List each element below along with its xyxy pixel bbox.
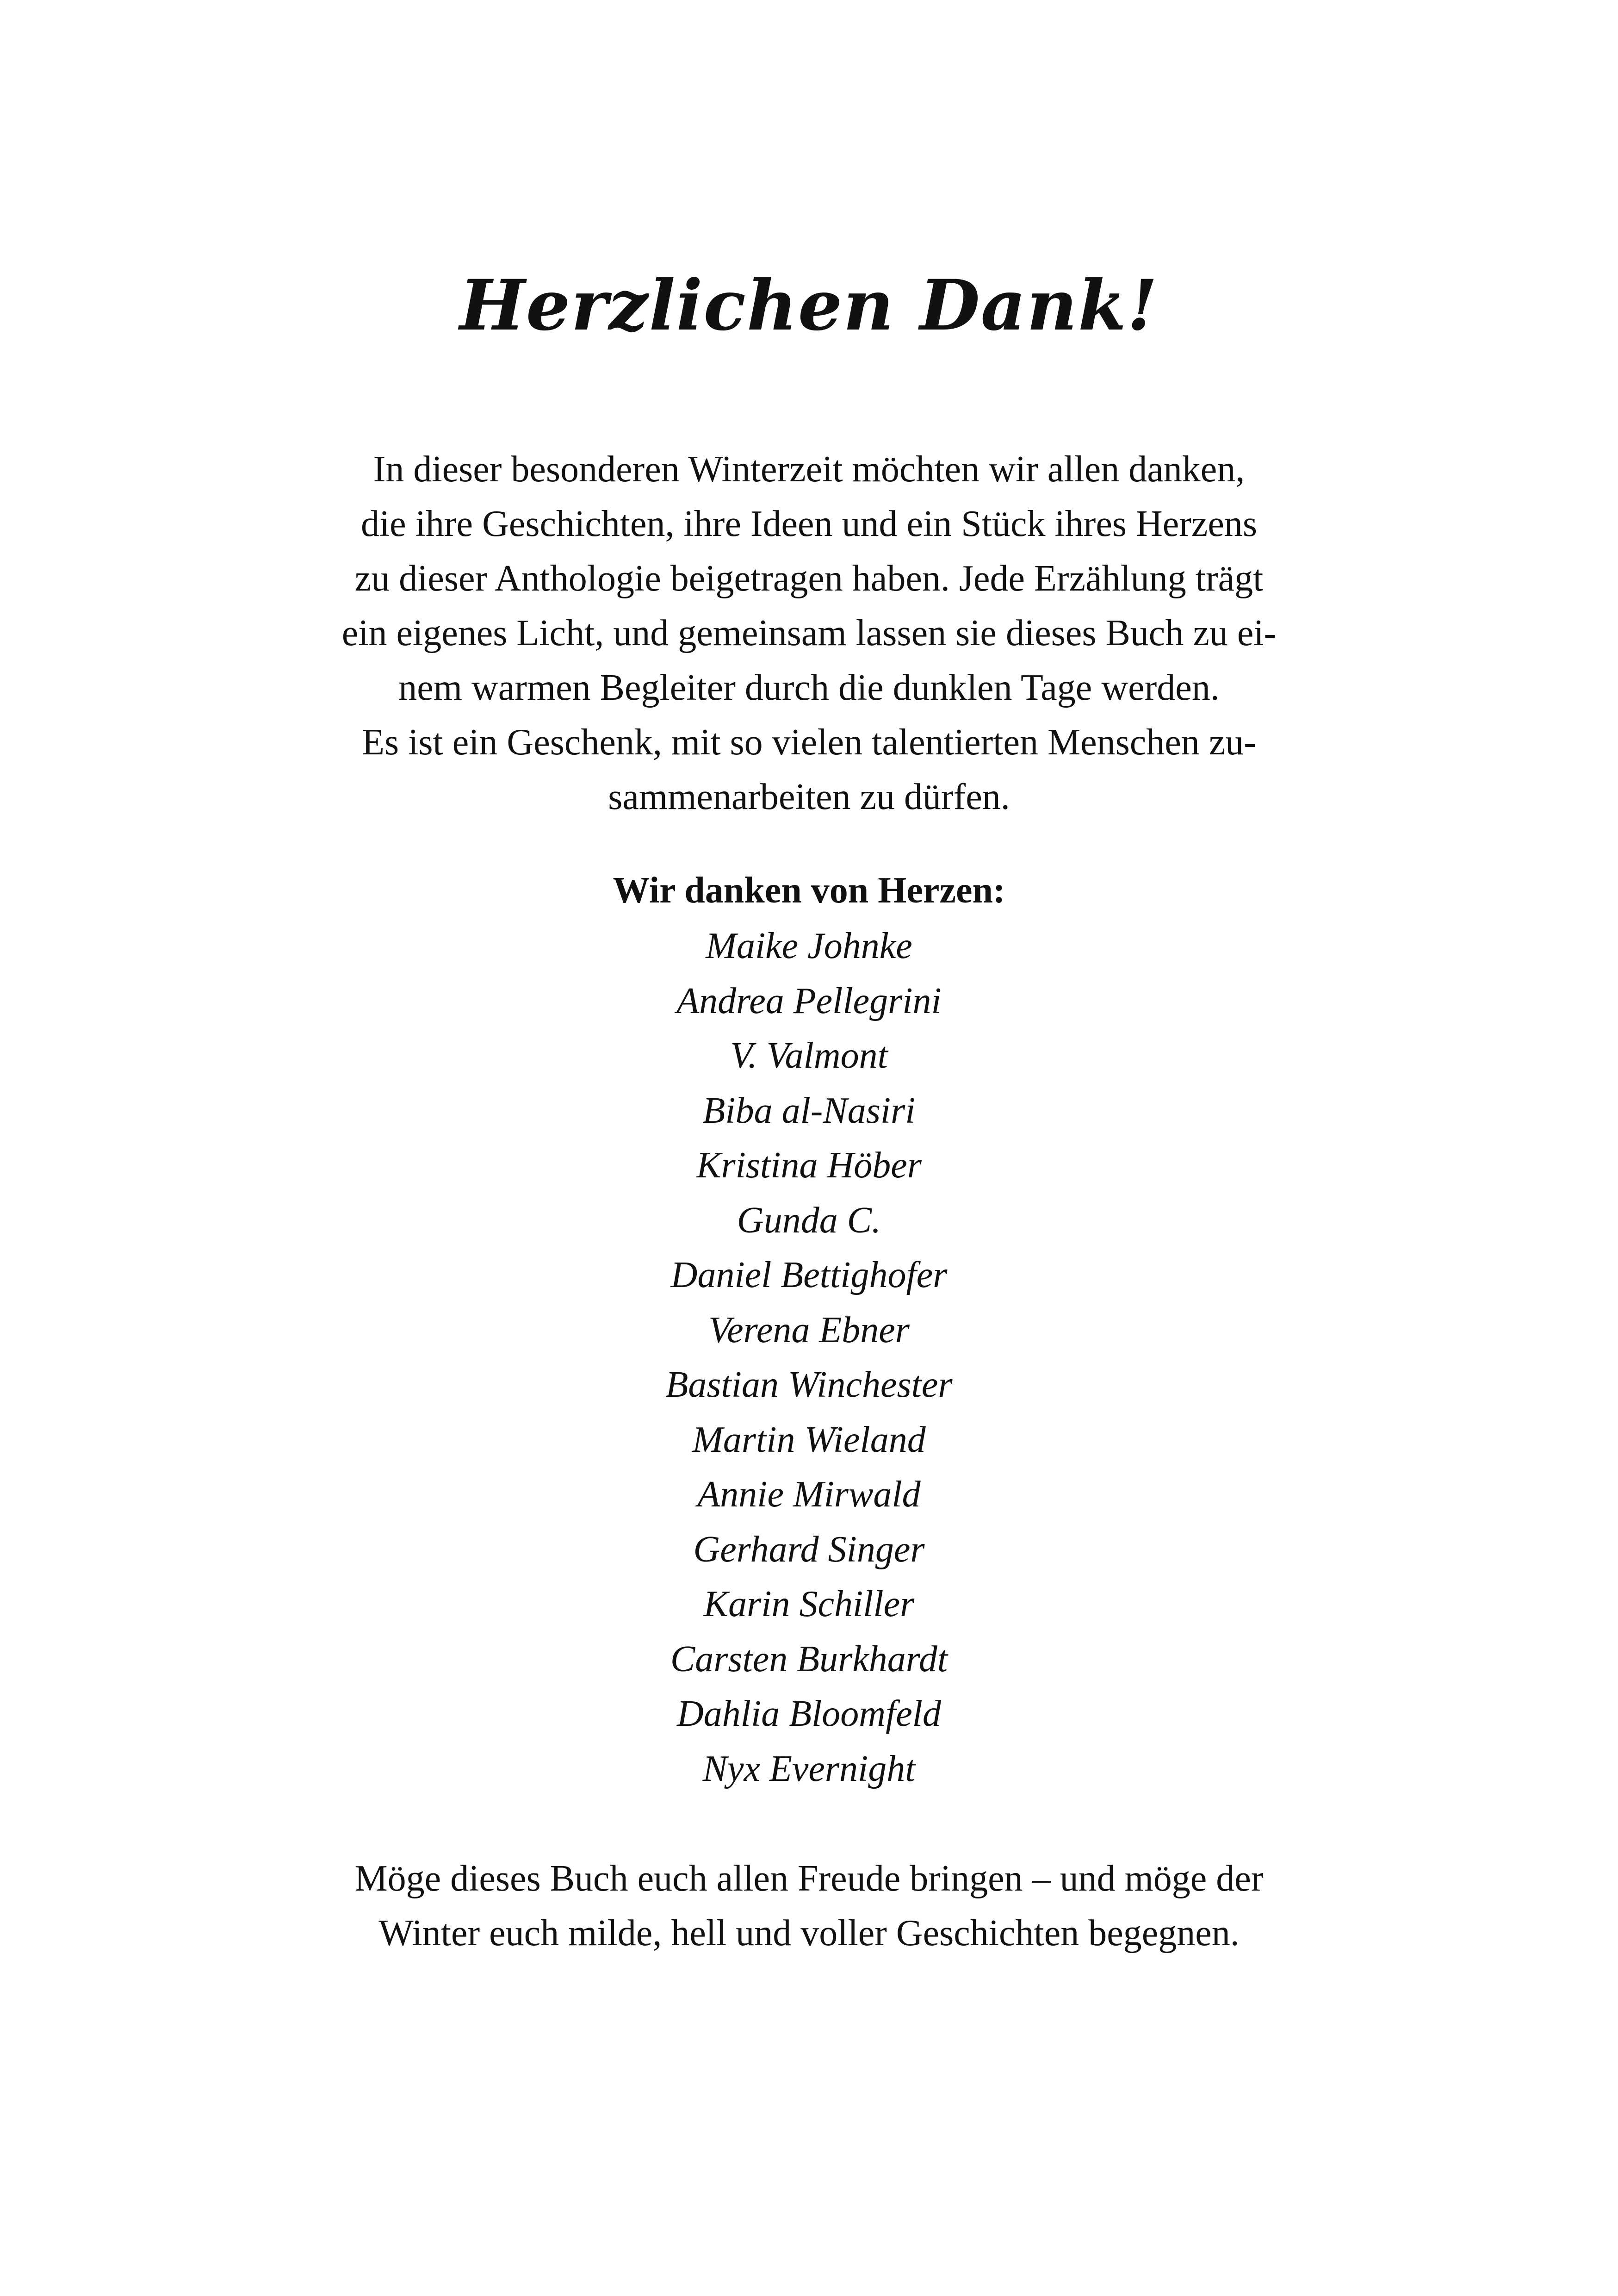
contributor-name: Martin Wieland [692,1419,926,1460]
contributor-name: Biba al-Nasiri [702,1090,916,1131]
intro-paragraph [0,442,1618,824]
intro-line: nem warmen Begleiter durch die dunklen Tage werden. [398,667,1220,708]
contributor-name: Bastian Winchester [665,1364,953,1405]
intro-line: In dieser besonderen Winterzeit möchten wir allen danken, [373,449,1245,490]
thanks-heading: Wir danken von Herzen: [613,870,1005,911]
contributor-name: Karin Schiller [703,1584,915,1624]
intro-line: zu dieser Anthologie beigetragen haben. Jede Erzählung trägt [354,558,1264,599]
contributor-name: Carsten Burkhardt [670,1638,948,1680]
contributor-name: Dahlia Bloomfeld [676,1693,942,1734]
contributor-name: Nyx Evernight [702,1748,916,1789]
contributor-name: Gunda C. [737,1200,881,1241]
contributor-name: Annie Mirwald [697,1474,921,1515]
contributor-list [0,919,1618,1796]
closing-line: Möge dieses Buch euch allen Freude bringen – und möge der [354,1858,1264,1899]
contributor-name: Maike Johnke [706,926,912,966]
contributor-name: Gerhard Singer [693,1529,925,1570]
intro-line: die ihre Geschichten, ihre Ideen und ein Stück ihres Herzens [360,504,1258,544]
contributor-name: Andrea Pellegrini [676,980,942,1021]
contributor-name: V. Valmont [730,1035,888,1076]
contributor-name: Daniel Bettighofer [670,1255,948,1295]
contributor-name: Kristina Höber [696,1145,922,1186]
intro-line: ein eigenes Licht, und gemeinsam lassen sie dieses Buch zu ei- [341,613,1277,653]
closing-line: Winter euch milde, hell und voller Geschichten begegnen. [378,1913,1240,1954]
page-title: Herzlichen Dank! [459,265,1159,346]
contributor-name: Verena Ebner [708,1309,910,1350]
intro-line: Es ist ein Geschenk, mit so vielen talentierten Menschen zu- [362,722,1256,763]
closing-paragraph [0,1851,1618,1960]
intro-line: sammenarbeiten zu dürfen. [608,777,1010,817]
